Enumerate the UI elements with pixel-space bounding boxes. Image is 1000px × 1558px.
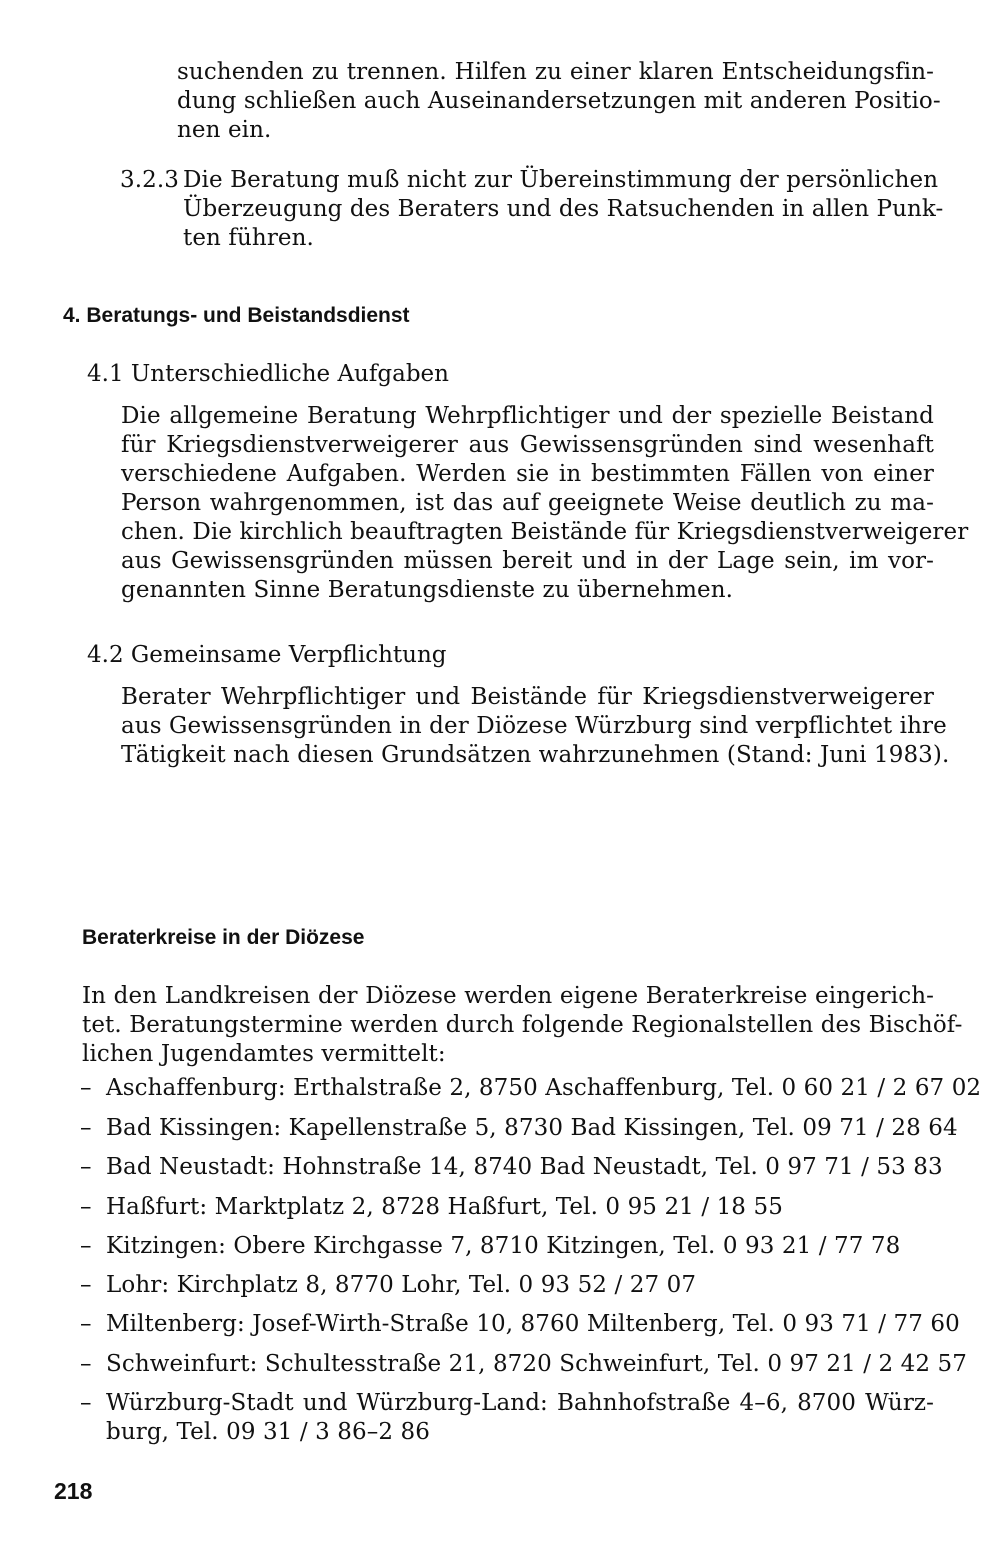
text-line: suchenden zu trennen. Hilfen zu einer klaren Entscheidungsfin- <box>177 59 934 85</box>
text-line: In den Landkreisen der Diözese werden eigene Beraterkreise eingerich- <box>82 983 934 1009</box>
text-line: Überzeugung des Beraters und des Ratsuchenden in allen Punk- <box>183 196 944 222</box>
list-dash: – <box>80 1311 92 1337</box>
address-line: Schweinfurt: Schultesstraße 21, 8720 Schweinfurt, Tel. 0 97 21 / 2 42 57 <box>106 1351 967 1377</box>
list-dash: – <box>80 1194 92 1220</box>
text-line: dung schließen auch Auseinandersetzungen mit anderen Positio- <box>177 88 941 114</box>
list-dash: – <box>80 1233 92 1259</box>
address-line: Miltenberg: Josef-Wirth-Straße 10, 8760 Miltenberg, Tel. 0 93 71 / 77 60 <box>106 1311 960 1337</box>
address-line: Bad Neustadt: Hohnstraße 14, 8740 Bad Neustadt, Tel. 0 97 71 / 53 83 <box>106 1154 943 1180</box>
address-line: Aschaffenburg: Erthalstraße 2, 8750 Aschaffenburg, Tel. 0 60 21 / 2 67 02 <box>106 1075 982 1101</box>
text-line: lichen Jugendamtes vermittelt: <box>82 1041 446 1067</box>
text-line: Die Beratung muß nicht zur Übereinstimmung der persönlichen <box>183 167 939 193</box>
item-number: 3.2.3 <box>120 167 180 193</box>
list-dash: – <box>80 1272 92 1298</box>
text-line: Tätigkeit nach diesen Grundsätzen wahrzunehmen (Stand: Juni 1983). <box>121 742 950 768</box>
address-line: burg, Tel. 09 31 / 3 86–2 86 <box>106 1419 430 1445</box>
list-dash: – <box>80 1115 92 1141</box>
address-line: Würzburg-Stadt und Würzburg-Land: Bahnhofstraße 4–6, 8700 Würz- <box>106 1390 934 1416</box>
text-line: nen ein. <box>177 117 272 143</box>
text-line: Berater Wehrpflichtiger und Beistände für Kriegsdienstverweigerer <box>121 684 934 710</box>
text-line: für Kriegsdienstverweigerer aus Gewissensgründen sind wesenhaft <box>121 432 934 458</box>
address-line: Bad Kissingen: Kapellenstraße 5, 8730 Bad Kissingen, Tel. 09 71 / 28 64 <box>106 1115 958 1141</box>
text-line: Die allgemeine Beratung Wehrpflichtiger und der spezielle Beistand <box>121 403 934 429</box>
text-line: tet. Beratungstermine werden durch folgende Regionalstellen des Bischöf- <box>82 1012 963 1038</box>
address-line: Kitzingen: Obere Kirchgasse 7, 8710 Kitzingen, Tel. 0 93 21 / 77 78 <box>106 1233 901 1259</box>
list-dash: – <box>80 1154 92 1180</box>
text-line: verschiedene Aufgaben. Werden sie in bestimmten Fällen von einer <box>121 461 934 487</box>
page-number: 218 <box>54 1478 93 1504</box>
text-line: chen. Die kirchlich beauftragten Beistände für Kriegsdienstverweigerer <box>121 519 969 545</box>
text-line: aus Gewissensgründen in der Diözese Würzburg sind verpflichtet ihre <box>121 713 947 739</box>
sub-4-2-heading: 4.2 Gemeinsame Verpflichtung <box>87 642 447 668</box>
list-dash: – <box>80 1390 92 1416</box>
text-line: Person wahrgenommen, ist das auf geeignete Weise deutlich zu ma- <box>121 490 934 516</box>
list-dash: – <box>80 1351 92 1377</box>
text-line: genannten Sinne Beratungsdienste zu übernehmen. <box>121 577 734 603</box>
text-line: ten führen. <box>183 225 314 251</box>
list-dash: – <box>80 1075 92 1101</box>
sub-4-1-heading: 4.1 Unterschiedliche Aufgaben <box>87 361 449 387</box>
address-line: Lohr: Kirchplatz 8, 8770 Lohr, Tel. 0 93 52 / 27 07 <box>106 1272 697 1298</box>
address-line: Haßfurt: Marktplatz 2, 8728 Haßfurt, Tel. 0 95 21 / 18 55 <box>106 1194 783 1220</box>
berater-heading: Beraterkreise in der Diözese <box>82 926 365 949</box>
text-line: aus Gewissensgründen müssen bereit und in der Lage sein, im vor- <box>121 548 934 574</box>
section-4-heading: 4. Beratungs- und Beistandsdienst <box>63 304 410 327</box>
